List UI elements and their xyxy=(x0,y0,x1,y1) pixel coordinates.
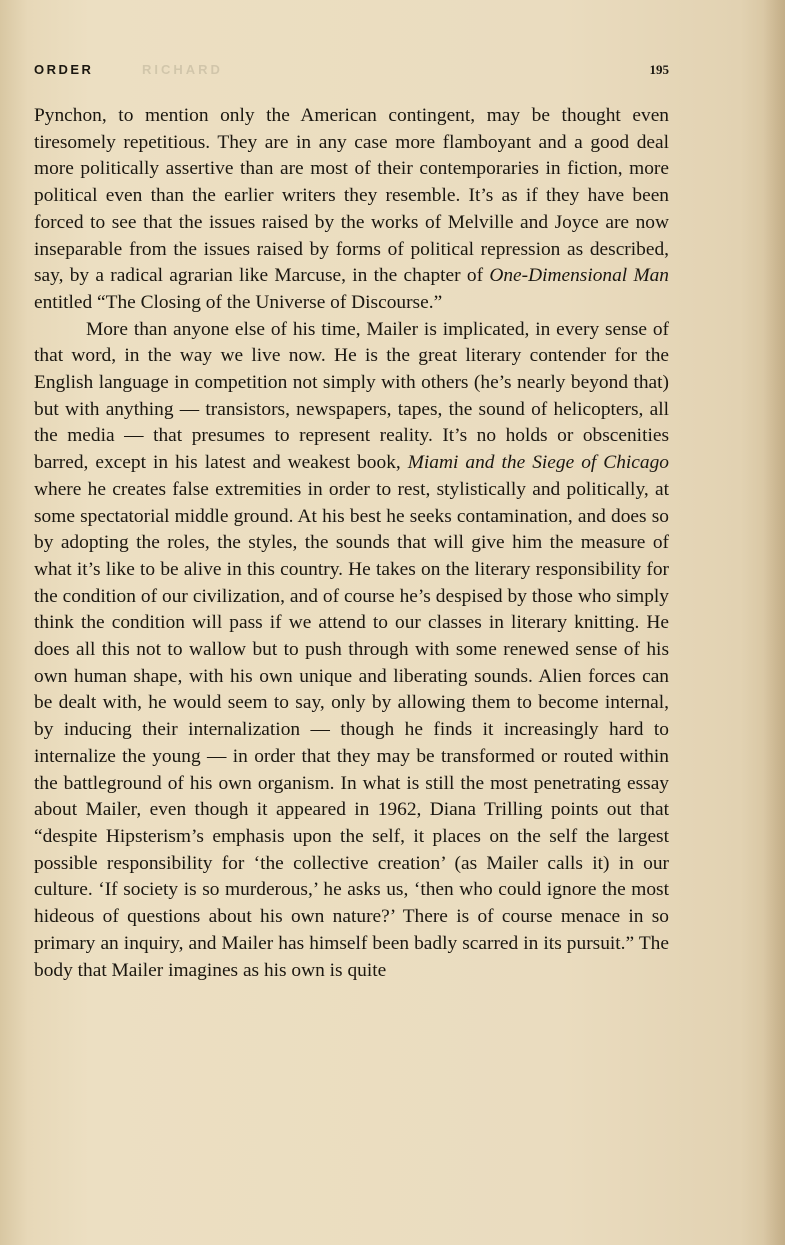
text-run: Pynchon, to mention only the American contingent, may be thought even tiresomely repetitious. They are in any case more flamboyant and a good deal more politically assertive than are most of their contemporaries in fiction, more political even than the earlier writers they resemble. It’s as if they have been forced to see that the issues raised by the works of Melville and Joyce are now inseparable from the issues raised by forms of political repression as described, say, by a radical agrarian like Marcuse, in the chapter of xyxy=(34,105,669,287)
section-title: ORDER xyxy=(34,62,94,77)
italic-title: One-Dimensional Man xyxy=(489,265,669,287)
paragraph xyxy=(34,317,669,985)
text-run: entitled “The Closing of the Universe of Discourse.” xyxy=(34,291,443,313)
paragraph xyxy=(34,103,669,317)
body-text xyxy=(34,103,669,984)
italic-title: Miami and the Siege of Chicago xyxy=(407,452,669,474)
page-number: 195 xyxy=(649,62,669,77)
show-through-text: RICHARD xyxy=(142,62,223,77)
page-edge-shadow xyxy=(763,0,785,1245)
text-run: where he creates false extremities in order to rest, stylistically and politically, at some spectatorial middle ground. At his best he seeks contamination, and does so by adopting the roles, the styles, the sounds that will give him the measure of what it’s like to be alive in this country. He takes on the literary responsibility for the condition of our civilization, and of course he’s despised by those who simply think the condition will pass if we attend to our classes in literary knitting. He does all this not to wallow but to push through with some renewed sense of his own human shape, with his own unique and liberating sounds. Alien forces can be dealt with, he would seem to say, only by allowing them to become internal, by inducing their internalization — though he finds it increasingly hard to internalize the young — in order that they may be transformed or routed within the battleground of his own organism. In what is still the most penetrating essay about Mailer, even though it appeared in 1962, Diana Trilling points out that “despite Hipsterism’s emphasis upon the self, it places on the self the largest possible responsibility for ‘the collective creation’ (as Mailer calls it) in our culture. ‘If society is so murderous,’ he asks us, ‘then who could ignore the most hideous of questions about his own nature?’ There is of course menace in so primary an inquiry, and Mailer has himself been badly scarred in its pursuit.” The body that Mailer imagines as his own is quite xyxy=(34,478,669,981)
text-run: More than anyone else of his time, Mailer is implicated, in every sense of that word, in the way we live now. He is the great literary contender for the English language in competition not simply with others (he’s nearly beyond that) but with anything — transistors, newspapers, tapes, the sound of helicopters, all the media — that presumes to represent reality. It’s no holds or obscenities barred, except in his latest and weakest book, xyxy=(34,318,669,474)
running-head xyxy=(34,62,669,82)
